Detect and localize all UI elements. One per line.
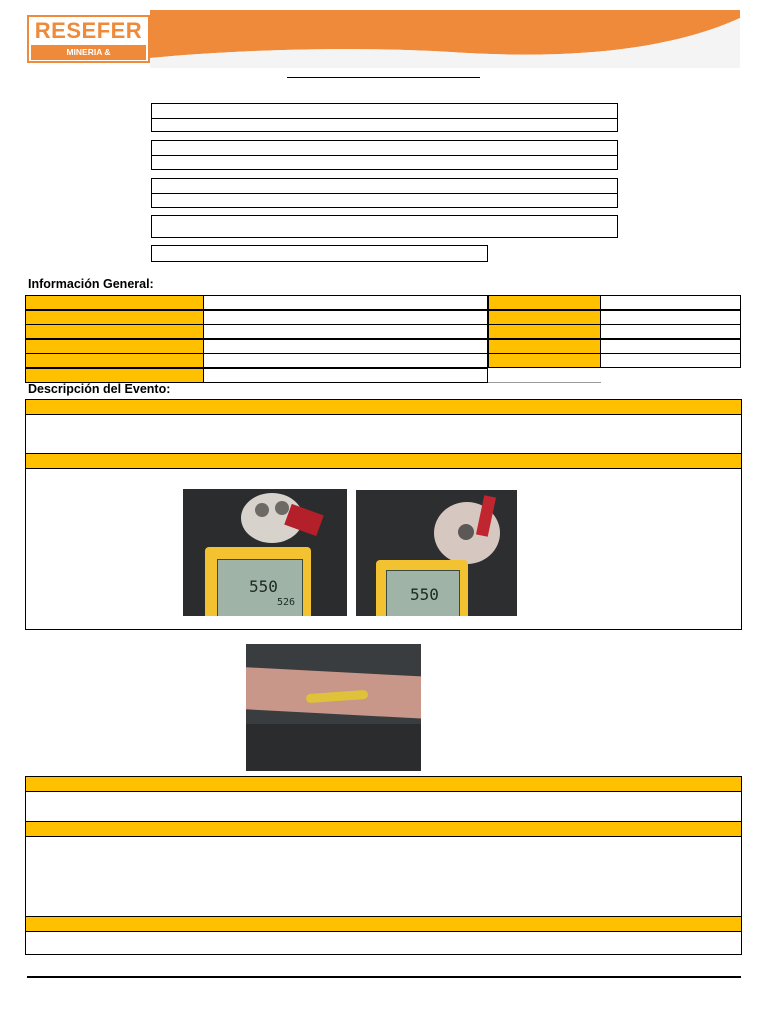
info-value-cell	[203, 368, 488, 383]
section-header-bar-2	[25, 453, 742, 469]
info-label-cell	[25, 310, 204, 325]
info-value-cell	[600, 353, 741, 368]
info-value-cell	[600, 310, 741, 325]
meter-photo-1	[183, 489, 347, 616]
section-panel-4	[25, 837, 742, 917]
cable-damage-photo	[246, 644, 421, 771]
info-label-cell	[25, 339, 204, 354]
info-value-cell	[600, 295, 741, 310]
info-value-cell	[203, 339, 488, 354]
info-value-cell	[203, 310, 488, 325]
section-header-bar-1	[25, 399, 742, 415]
meter-reading: 550	[249, 577, 278, 596]
section-header-bar-5	[25, 916, 742, 932]
logo-brand-text: RESEFER	[34, 18, 143, 43]
header-field-1	[151, 103, 618, 132]
info-value-cell	[600, 324, 741, 339]
info-value-cell	[203, 353, 488, 368]
section-header-bar-3	[25, 776, 742, 792]
info-label-cell	[488, 353, 601, 368]
info-label-cell	[488, 310, 601, 325]
section-panel-5	[25, 932, 742, 955]
report-title-underline	[287, 77, 480, 78]
section-header-bar-4	[25, 821, 742, 837]
header-field-2	[151, 140, 618, 170]
header-field-4	[151, 215, 618, 238]
header-field-3	[151, 178, 618, 208]
info-label-cell	[488, 295, 601, 310]
meter-reading: 550	[410, 585, 439, 604]
info-label-cell	[25, 295, 204, 310]
info-grid-bottom-rule	[488, 382, 601, 383]
info-value-cell	[203, 324, 488, 339]
footer-rule	[27, 976, 741, 978]
section-panel-1	[25, 415, 742, 454]
company-logo	[27, 15, 150, 72]
info-label-cell	[25, 353, 204, 368]
logo-tagline: MINERIA & CONSTRUCCION	[31, 45, 146, 60]
header-swoosh	[150, 10, 740, 68]
general-info-heading: Información General:	[28, 277, 154, 291]
meter-photo-2	[356, 490, 517, 616]
section-panel-3	[25, 792, 742, 822]
event-description-heading: Descripción del Evento:	[28, 382, 171, 396]
info-value-cell	[600, 339, 741, 354]
info-label-cell	[488, 339, 601, 354]
header-field-5	[151, 245, 488, 262]
meter-subreading: 526	[277, 597, 296, 608]
info-label-cell	[488, 324, 601, 339]
info-value-cell	[203, 295, 488, 310]
info-label-cell	[25, 368, 204, 383]
info-label-cell	[25, 324, 204, 339]
